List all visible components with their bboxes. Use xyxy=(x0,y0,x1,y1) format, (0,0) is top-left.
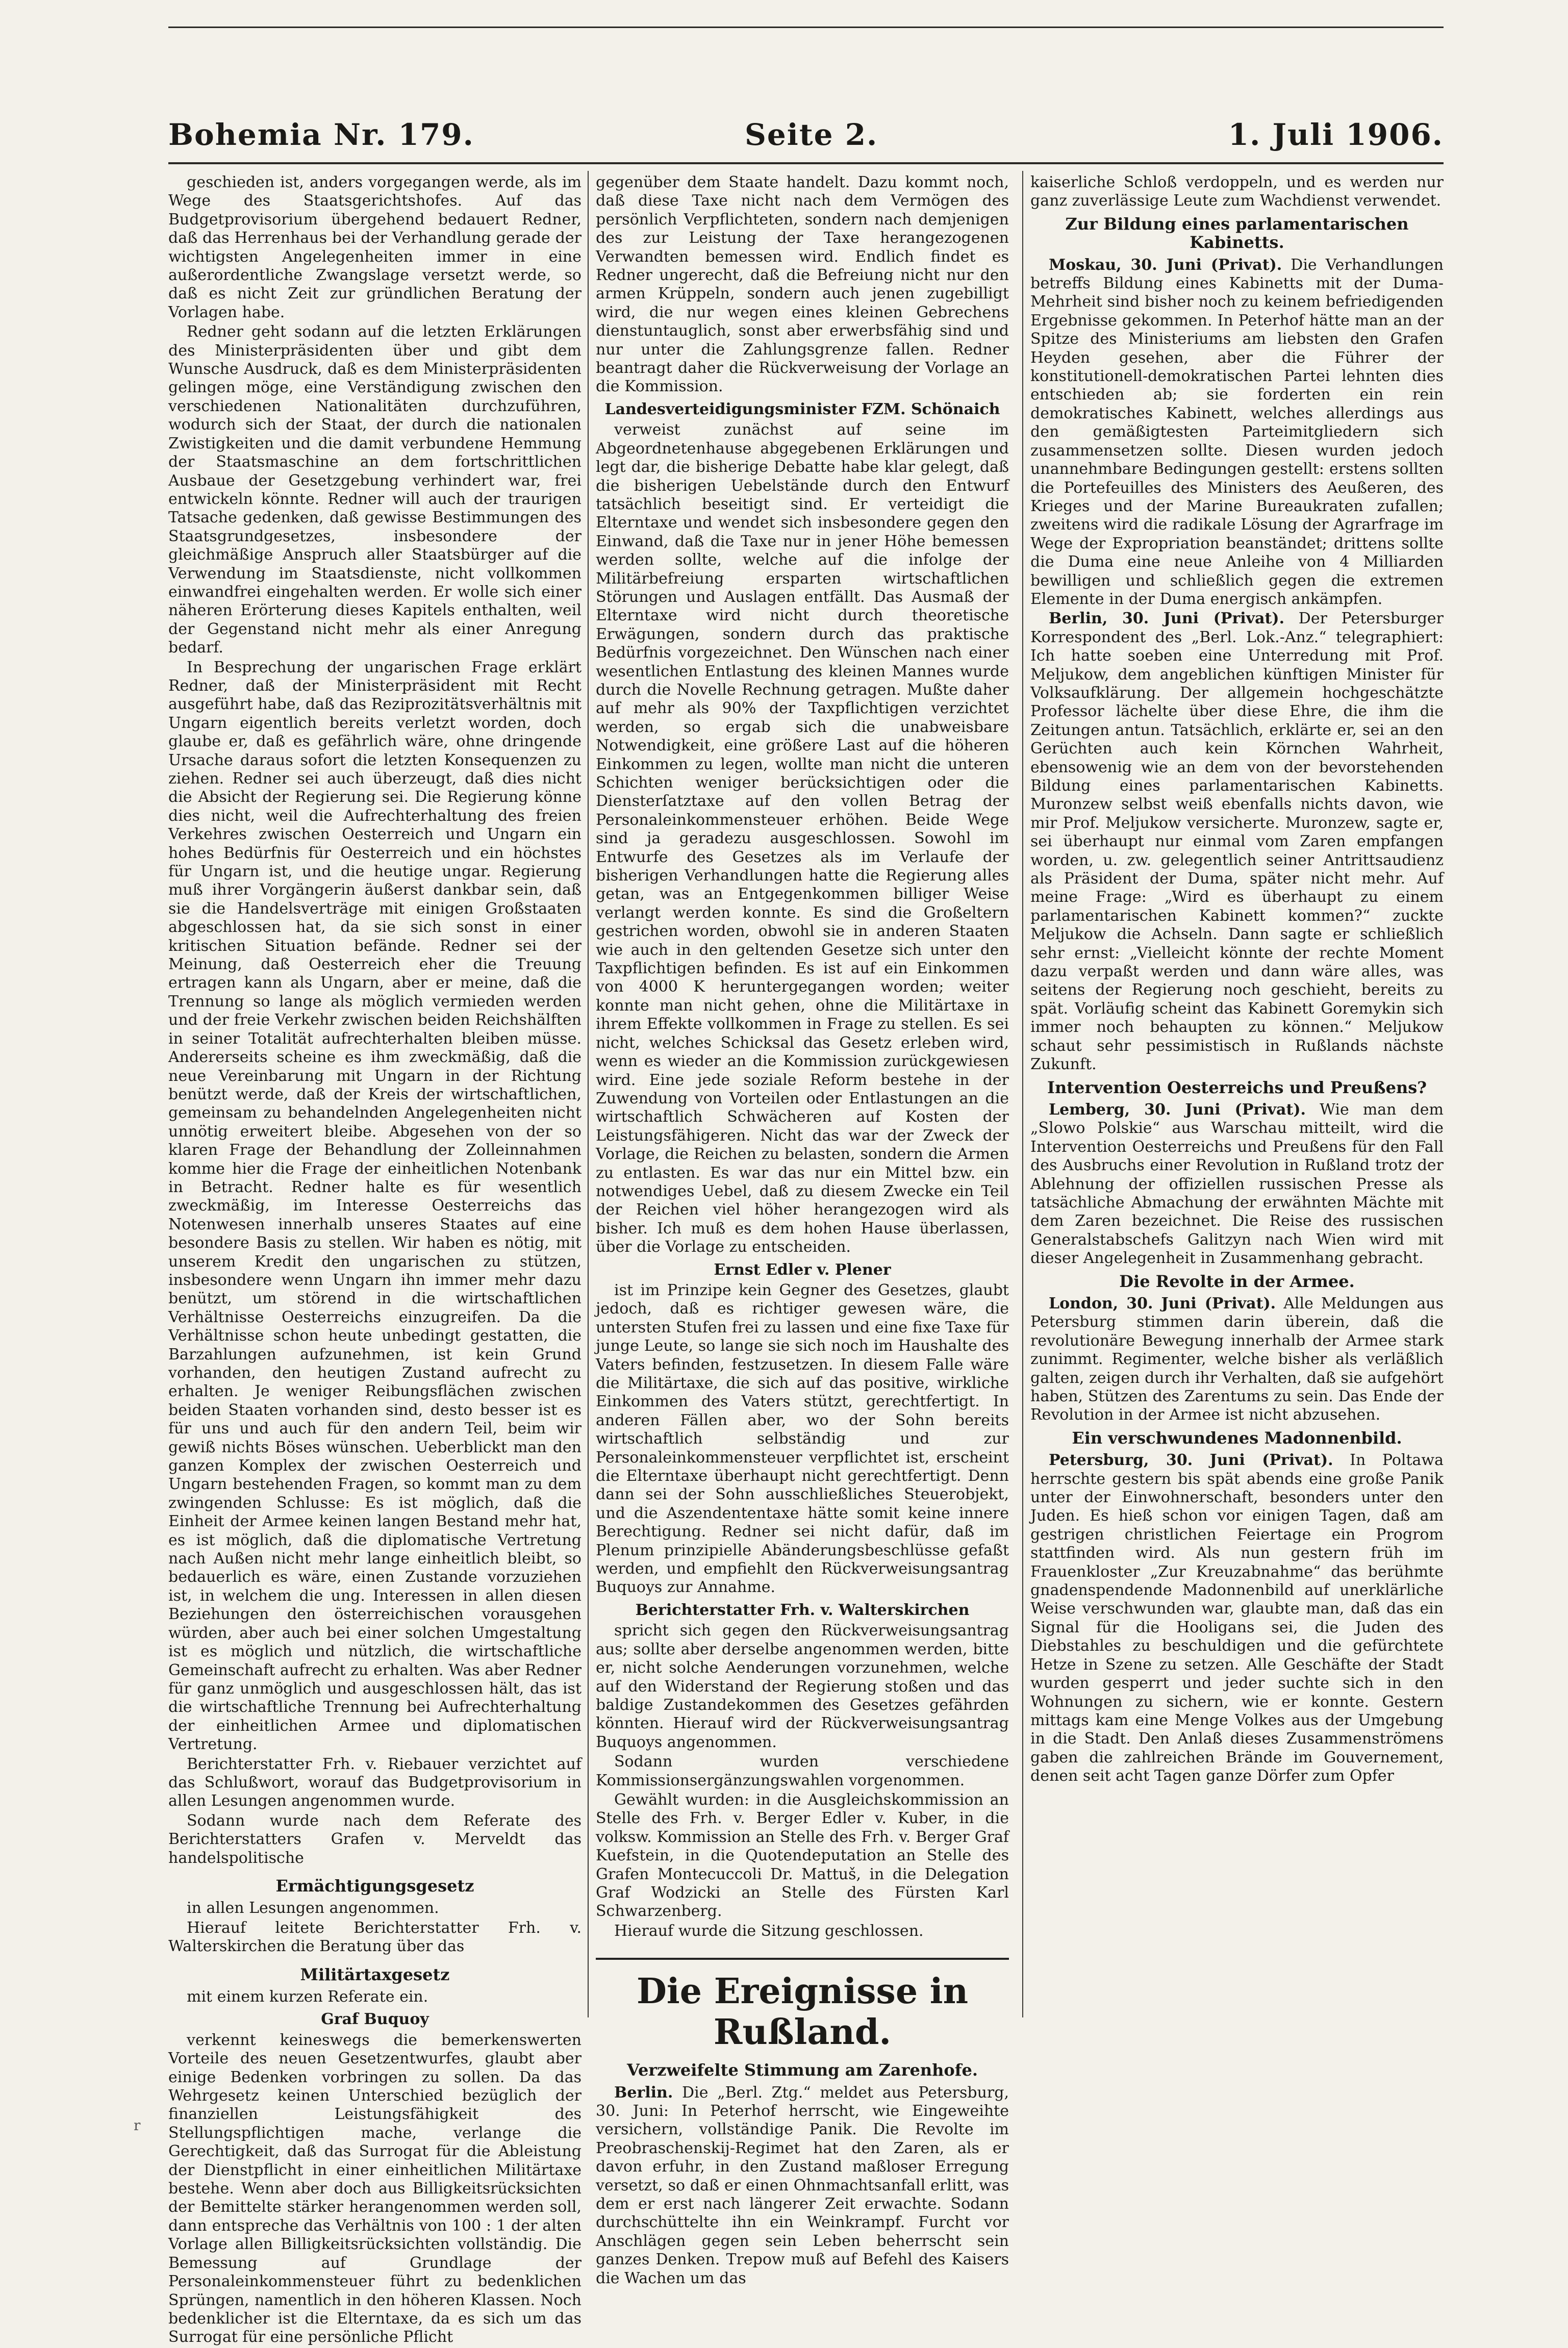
column-3 xyxy=(1030,173,1444,1787)
paragraph xyxy=(1030,610,1444,1074)
paragraph xyxy=(1030,1295,1444,1425)
paragraph xyxy=(1030,1101,1444,1268)
speaker-name: Graf Buquoy xyxy=(321,2010,429,2029)
dateline: Petersburg, 30. Juni (Privat). xyxy=(1049,1451,1333,1470)
paragraph: kaiserliche Schloß verdoppeln, und es werden nur ganz zuverlässige Leute zum Wachdienst verwendet. xyxy=(1030,173,1444,210)
paragraph: in allen Lesungen angenommen. xyxy=(187,1899,439,1917)
column-divider xyxy=(588,171,589,2017)
paragraph: Gewählt wurden: in die Ausgleichskommission an Stelle des Frh. v. Berger Edler v. Kuber, in die volksw. Kommission an Stelle des Frh. v. Berger Graf Kuefstein, in die Quotendeputation an Stelle des Grafen Montecuccoli Dr. Mattuš, in die Delegation Graf Wodzicki an Stelle des Fürsten Karl Schwarzenberg. xyxy=(596,1790,1009,1921)
paragraph: Hierauf wurde die Sitzung geschlossen. xyxy=(614,1922,924,1940)
dateline: London, 30. Juni (Privat). xyxy=(1049,1294,1276,1312)
section-heading: Ermächtigungsgesetz xyxy=(275,1876,474,1896)
paragraph: Hierauf leitete Berichterstatter Frh. v. Walterskirchen die Beratung über das xyxy=(168,1918,581,1956)
section-heading: Militärtaxgesetz xyxy=(300,1964,450,1984)
margin-mark: r xyxy=(134,2117,141,2134)
paragraph: geschieden ist, anders vorgegangen werde, als im Wege des Staatsgerichtshofes. Auf das Budgetprovisorium übergehend bedauert Redner, daß das Herrenhaus bei der Verhandlung gerade der wichtigsten Angelegenheiten immer in eine außerordentliche Zwangslage versetzt werde, so daß es nicht Zeit zur gründlichen Beratung der Vorlagen habe. xyxy=(168,173,581,321)
header-rule xyxy=(168,162,1444,164)
paragraph: verweist zunächst auf seine im Abgeordnetenhause abgegebenen Erklärungen und legt dar, die bisherige Debatte habe klar gelegt, daß die bisherigen Uebelstände durch den Entwurf tatsächlich beseitigt sind. Er verteidigt die Elterntaxe und wendet sich insbesondere gegen den Einwand, daß die Taxe nur in jener Höhe bemessen werden sollte, welche auf die infolge der Militärbefreiung ersparten wirtschaftlichen Störungen und Auslagen entfällt. Das Ausmaß der Elterntaxe wird nicht durch theoretische Erwägungen, sondern durch das praktische Bedürfnis vorgezeichnet. Den Wünschen nach einer wesentlichen Entlastung des kleinen Mannes wurde durch die Novelle Rechnung getragen. Mußte daher auf mehr als 90% der Taxpflichtigen verzichtet werden, so ergab sich die unabweisbare Notwendigkeit, eine größere Last auf die höheren Einkommen zu legen, wollte man nicht die unteren Schichten weniger berücksichtigen oder die Diensterſatztaxe auf den vollen Betrag der Personaleinkommensteuer erhöhen. Beide Wege sind ja geradezu ausgeschlossen. Sowohl im Entwurfe des Gesetzes als im Verlaufe der bisherigen Verhandlungen hatte die Regierung alles getan, was an Entgegenkommen billiger Weise verlangt werden konnte. Es sind die Großeltern gestrichen worden, obwohl sie in anderen Staaten wie auch in den geltenden Gesetze sich unter den Taxpflichtigen befinden. Es ist auf ein Einkommen von 4000 K heruntergegangen worden; weiter konnte man nicht gehen, ohne die Militärtaxe in ihrem Effekte vollkommen in Frage zu stellen. Es sei nicht, welches Schicksal das Gesetz erleben wird, wenn es wieder an die Kommission zurückgewiesen wird. Eine jede soziale Reform bestehe in der Zuwendung von Vorteilen oder Entlastungen an die wirtschaftlich Schwächeren auf Kosten der Leistungsfähigeren. Nicht das war der Zweck der Vorlage, die Reichen zu belasten, sondern die Armen zu entlasten. Es war das nur ein Mittel bzw. ein notwendiges Uebel, daß zu diesem Zwecke ein Teil der Reichen viel höher herangezogen wird als bisher. Ich muß es dem hohen Hause überlassen, über die Vorlage zu entscheiden. xyxy=(596,421,1009,1256)
paragraph: In Besprechung der ungarischen Frage erklärt Redner, daß der Ministerpräsident mit Recht ausgeführt habe, daß das Reziprozitätsverhältnis mit Ungarn eigentlich bereits verletzt worden, doch glaube er, daß es gefährlich wäre, ohne dringende Ursache daraus sofort die letzten Konsequenzen zu ziehen. Redner sei auch überzeugt, daß dies nicht die Absicht der Regierung sei. Die Regierung könne dies nicht, weil die Aufrechterhaltung des freien Verkehres zwischen Oesterreich und Ungarn ein hohes Bedürfnis für Oesterreich und ein höchstes für Ungarn ist, und die heutige ungar. Regierung muß ihrer Vorgängerin äußerst dankbar sein, daß sie die Handelsverträge mit einigen Großstaaten abgeschlossen hat, da sie sich sonst in einer kritischen Situation befände. Redner sei der Meinung, daß Oesterreich eher die Treuung ertragen kann als Ungarn, aber er meine, daß die Trennung so lange als möglich vermieden werden und der freie Verkehr zwischen beiden Reichshälften in seiner Totalität aufrechterhalten bleiben müsse. Andererseits scheine es ihm zweckmäßig, daß die neue Vereinbarung mit Ungarn in der Richtung benützt werde, daß der Kreis der wirtschaftlichen, gemeinsam zu behandelnden Angelegenheiten nicht unnötig erweitert bleibe. Abgesehen von der so klaren Frage der Behandlung der Zolleinnahmen komme hier die Frage der einheitlichen Notenbank in Betracht. Redner halte es für wesentlich zweckmäßig, im Interesse Oesterreichs das Notenwesen innerhalb unseres Staates auf eine besondere Basis zu stellen. Wir haben es nötig, mit unserem Kredit den ungarischen zu stützen, insbesondere wenn Ungarn ihn immer mehr dazu benützt, um störend in die wirtschaftlichen Verhältnisse Oesterreichs einzugreifen. Da die Verhältnisse schon heute unbedingt gestatten, die Barzahlungen aufzunehmen, ist kein Grund vorhanden, den heutigen Zustand aufrecht zu erhalten. Je weniger Reibungsflächen zwischen beiden Staaten vorhanden sind, desto besser ist es für uns und auch für den andern Teil, beim wir gewiß nichts Böses wünschen. Ueberblickt man den ganzen Komplex der zwischen Oesterreich und Ungarn bestehenden Fragen, so kommt man zu dem zwingenden Schlusse: Es ist möglich, daß die Einheit der Armee keinen langen Bestand mehr hat, es ist möglich, daß die diplomatische Vertretung nach Außen nicht mehr lange einheitlich bleibt, so bedauerlich es wäre, einen Zustande vorzuziehen ist, in welchem die ung. Interessen in allen diesen Beziehungen den österreichischen vorausgehen würden, aber auch bei einer solchen Umgestaltung ist es möglich und nützlich, die wirtschaftliche Gemeinschaft aufrecht zu erhalten. Was aber Redner für ganz unmöglich und ausgeschlossen hält, das ist die wirtschaftliche Trennung bei Aufrechterhaltung der einheitlichen Armee und diplomatischen Vertretung. xyxy=(168,658,581,1754)
section-heading: Die Revolte in der Armee. xyxy=(1119,1271,1355,1291)
paragraph-text: Alle Meldungen aus Petersburg stimmen darin überein, daß die revolutionäre Bewegung innerhalb der Armee stark zunimmt. Regimenter, welche bisher als verläßlich galten, zeigen durch ihr Verhalten, daß sie aufgehört haben, Stützen des Zarentums zu sein. Das Ende der Revolution in der Armee ist nicht abzusehen. xyxy=(1030,1294,1444,1424)
paragraph: gegenüber dem Staate handelt. Dazu kommt noch, daß diese Taxe nicht nach dem Vermögen des persönlich Verpflichteten, sondern nach demjenigen des zur Leistung der Taxe herangezogenen Verwandten bemessen wird. Endlich findet es Redner ungerecht, daß die Befreiung nicht nur den armen Krüppeln, sondern auch jenen zugebilligt wird, die nur wegen eines kleinen Gebrechens dienstuntauglich, sonst aber erwerbsfähig sind und nur unter die Zahlungsgrenze fallen. Redner beantragt daher die Rückverweisung der Vorlage an die Kommission. xyxy=(596,173,1009,396)
speaker-name: Berichterstatter Frh. v. Walterskirchen xyxy=(635,1601,970,1619)
section-heading: Zur Bildung eines parlamentarischen Kabinetts. xyxy=(1065,214,1409,253)
newspaper-issue: Bohemia Nr. 179. xyxy=(168,117,474,152)
paragraph: Sodann wurden verschiedene Kommissionsergänzungswahlen vorgenommen. xyxy=(596,1753,1009,1789)
paragraph-text: Die „Berl. Ztg.“ meldet aus Petersburg, 30. Juni: In Peterhof herrscht, wie Eingeweihte versichern, vollständige Panik. Die Revolte im Preobraschenskij-Regimet hat den Zaren, als er davon erfuhr, in den Zustand maßloser Erregung versetzt, so daß er einen Ohnmachtsanfall erlitt, was dem er erst nach längerer Zeit erwachte. Sodann durchschüttelte ihn ein Weinkrampf. Furcht vor Anschlägen gegen sein Leben beherrscht sein ganzes Denken. Trepow muß auf Befehl des Kaisers die Wachen um das xyxy=(596,2083,1009,2287)
paragraph xyxy=(596,2084,1009,2288)
paragraph-text: Die Verhandlungen betreffs Bildung eines Kabinetts mit der Duma-Mehrheit sind bisher noch zu keinem befriedigenden Ergebnisse gekommen. In Peterhof hätte man an der Spitze des Ministeriums am liebsten den Grafen Heyden gesehen, aber die Führer der konstitutionell-demokratischen Partei lehnten dies entschieden ab; sie forderten ein rein demokratisches Kabinett, welches allerdings aus den gemäßigtesten Parteimitgliedern sich zusammensetzen sollte. Diesen wurden jedoch unannehmbare Bedingungen gestellt: erstens sollten die Portefeuilles des Ministers des Aeußeren, des Krieges und der Marine Bureaukraten zufallen; zweitens wird die radikale Lösung der Agrarfrage im Wege der Expropriation beanständet; drittens sollte die Duma eine neue Anleihe von 4 Milliarden bewilligen und schließlich gegen die extremen Elemente in der Duma energisch ankämpfen. xyxy=(1030,256,1444,608)
paragraph: Berichterstatter Frh. v. Riebauer verzichtet auf das Schlußwort, worauf das Budgetprovisorium in allen Lesungen angenommen wurde. xyxy=(168,1755,581,1810)
paragraph: Sodann wurde nach dem Referate des Berichterstatters Grafen v. Merveldt das handelspolitische xyxy=(168,1811,581,1867)
dateline: Lemberg, 30. Juni (Privat). xyxy=(1049,1100,1306,1119)
paragraph: ist im Prinzipe kein Gegner des Gesetzes, glaubt jedoch, daß es richtiger gewesen wäre, die untersten Stufen frei zu lassen und eine fixe Taxe für junge Leute, so lange sie sich noch im Haushalte des Vaters befinden, festzusetzen. In diesem Falle wäre die Militärtaxe, die sich auf das positive, wirkliche Einkommen des Vaters stützt, gerechtfertigt. In anderen Fällen aber, wo der Sohn bereits wirtschaftlich selbständig und zur Personaleinkommensteuer verpflichtet ist, erscheint die Elterntaxe überhaupt nicht gerechtfertigt. Denn dann sei der Sohn ausschließliches Steuerobjekt, und die Aszendententaxe hätte somit keine innere Berechtigung. Redner sei nicht dafür, daß im Plenum prinzipielle Abänderungsbeschlüsse gefaßt werden, und empfiehlt den Rückverweisungsantrag Buquoys zur Annahme. xyxy=(596,1281,1009,1597)
section-heading: Ein verschwundenes Madonnenbild. xyxy=(1072,1428,1402,1448)
main-headline: Die Ereignisse in Rußland. xyxy=(596,1958,1009,2053)
issue-date: 1. Juli 1906. xyxy=(1228,117,1444,152)
speaker-name: Ernst Edler v. Plener xyxy=(714,1260,891,1279)
section-heading: Verzweifelte Stimmung am Zarenhofe. xyxy=(627,2060,978,2080)
page-number: Seite 2. xyxy=(745,117,878,152)
speaker-name: Landesverteidigungsminister FZM. Schönaich xyxy=(604,400,1000,418)
paragraph: Redner geht sodann auf die letzten Erklärungen des Ministerpräsidenten über und gibt dem Wunsche Ausdruck, daß es dem Ministerpräsidenten gelingen möge, eine Verständigung zwischen den verschiedenen Nationalitäten durchzuführen, wodurch sich der Staat, der durch die nationalen Zwistigkeiten und die damit verbundene Hemmung der Staatsmaschine an dem fortschrittlichen Ausbaue der Gesetzgebung verhindert war, frei entwickeln könnte. Redner will auch der traurigen Tatsache gedenken, daß gewisse Bestimmungen des Staatsgrundgesetzes, insbesondere der gleichmäßige Anspruch aller Staatsbürger auf die Verwendung im Staatsdienste, nicht vollkommen einwandfrei eingehalten werden. Er wolle sich einer näheren Erörterung dieses Kapitels enthalten, weil der Gegenstand nicht mehr als einer Anregung bedarf. xyxy=(168,323,581,657)
paragraph: spricht sich gegen den Rückverweisungsantrag aus; sollte aber derselbe angenommen werden, bitte er, nicht solche Aenderungen vorzunehmen, welche auf den Widerstand der Regierung stoßen und das baldige Zustandekommen des Gesetzes gefährden könnten. Hierauf wird der Rückverweisungsantrag Buquoys angenommen. xyxy=(596,1622,1009,1751)
dateline: Berlin. xyxy=(614,2083,673,2102)
dateline: Berlin, 30. Juni (Privat). xyxy=(1049,610,1285,628)
top-border-rule xyxy=(168,27,1444,28)
paragraph-text: In Poltawa herrschte gestern bis spät abends eine große Panik unter der Einwohnerschaft, besonders unter den Juden. Es hieß schon vor einigen Tagen, daß am gestrigen christlichen Feiertage ein Progrom stattfinden wird. Als nun gestern früh im Frauenkloster „Zur Kreuzabnahme“ das berühmte gnadenspendende Madonnenbild auf unerklärliche Weise verschwunden war, glaubte man, daß das ein Signal für die Hooligans sei, die Juden des Diebstahles zu beschuldigen und die gefürchtete Hetze in Szene zu setzen. Alle Geschäfte der Stadt wurden gesperrt und jeder suchte sich in den Wohnungen zu sichern, wie er konnte. Gestern mittags kam eine Menge Volkes aus der Umgebung in die Stadt. Den Anlaß dieses Zusammenströmens gaben die zahlreichen Brände im Gouvernement, denen seit acht Tagen ganze Dörfer zum Opfer xyxy=(1030,1451,1444,1785)
column-divider xyxy=(1022,171,1023,2017)
paragraph-text: Wie man dem „Slowo Polskie“ aus Warschau mitteilt, wird die Intervention Oesterreichs und Preußens für den Fall des Ausbruchs einer Revolution in Rußland trotz der Ablehnung der offiziellen russischen Presse als tatsächliche Abmachung der erwähnten Mächte mit dem Zaren bezeichnet. Die Reise des russischen Generalstabschefs Galitzyn nach Wien wird mit dieser Angelegenheit in Zusammenhang gebracht. xyxy=(1030,1100,1444,1268)
paragraph xyxy=(1030,256,1444,609)
paragraph xyxy=(1030,1451,1444,1785)
column-1 xyxy=(168,173,581,2348)
column-2 xyxy=(596,173,1009,2289)
paragraph-text: Der Petersburger Korrespondent des „Berl. Lok.-Anz.“ telegraphiert: Ich hatte soeben eine Unterredung mit Prof. Meljukow, dem angeblichen künftigen Minister für Volksaufklärung. Der allgemein hochgeschätzte Professor lächelte über diese Ehre, die ihm die Zeitungen antun. Tatsächlich, erklärte er, sei an den Gerüchten auch kein Körnchen Wahrheit, ebensowenig wie an dem von der bevorstehenden Bildung eines parlamentarischen Kabinetts. Muronzew selbst weiß ebenfalls nichts davon, wie mir Prof. Meljukow versicherte. Muronzew, sagte er, sei überhaupt nur einmal vom Zaren empfangen worden, u. zw. gelegentlich seiner Antrittsaudienz als Präsident der Duma, später nicht mehr. Auf meine Frage: „Wird es überhaupt zu einem parlamentarischen Kabinett kommen?“ zuckte Meljukow die Achseln. Dann sagte er schließlich sehr ernst: „Vielleicht könnte der rechte Moment dazu verpaßt werden und dann wäre alles, was seitens der Regierung noch geschieht, bereits zu spät. Vorläufig scheint das Kabinett Goremykin sich immer noch behaupten zu können.“ Meljukow schaut sehr pessimistisch in Rußlands nächste Zukunft. xyxy=(1030,610,1444,1074)
paragraph: verkennt keineswegs die bemerkenswerten Vorteile des neuen Gesetzentwurfes, glaubt aber einige Bedenken vorbringen zu sollen. Da das Wehrgesetz keinen Unterschied bezüglich der finanziellen Leistungsfähigkeit des Stellungspflichtigen mache, verlange die Gerechtigkeit, daß das Surrogat für die Ableistung der Dienstpflicht in einer einheitlichen Militärtaxe bestehe. Wenn aber doch aus Billigkeitsrücksichten der Bemittelte stärker herangenommen werden soll, dann entspreche das Verhältnis von 100 : 1 der alten Vorlage allen Billigkeitsrücksichten vollständig. Die Bemessung auf Grundlage der Personaleinkommensteuer führt zu bedenklichen Sprüngen, namentlich in den höheren Klassen. Noch bedenklicher ist die Elterntaxe, da es sich um das Surrogat für eine persönliche Pflicht xyxy=(168,2031,581,2346)
section-heading: Intervention Oesterreichs und Preußens? xyxy=(1047,1077,1427,1097)
page-header xyxy=(168,117,1444,158)
paragraph: mit einem kurzen Referate ein. xyxy=(187,1988,428,2006)
dateline: Moskau, 30. Juni (Privat). xyxy=(1049,256,1282,274)
